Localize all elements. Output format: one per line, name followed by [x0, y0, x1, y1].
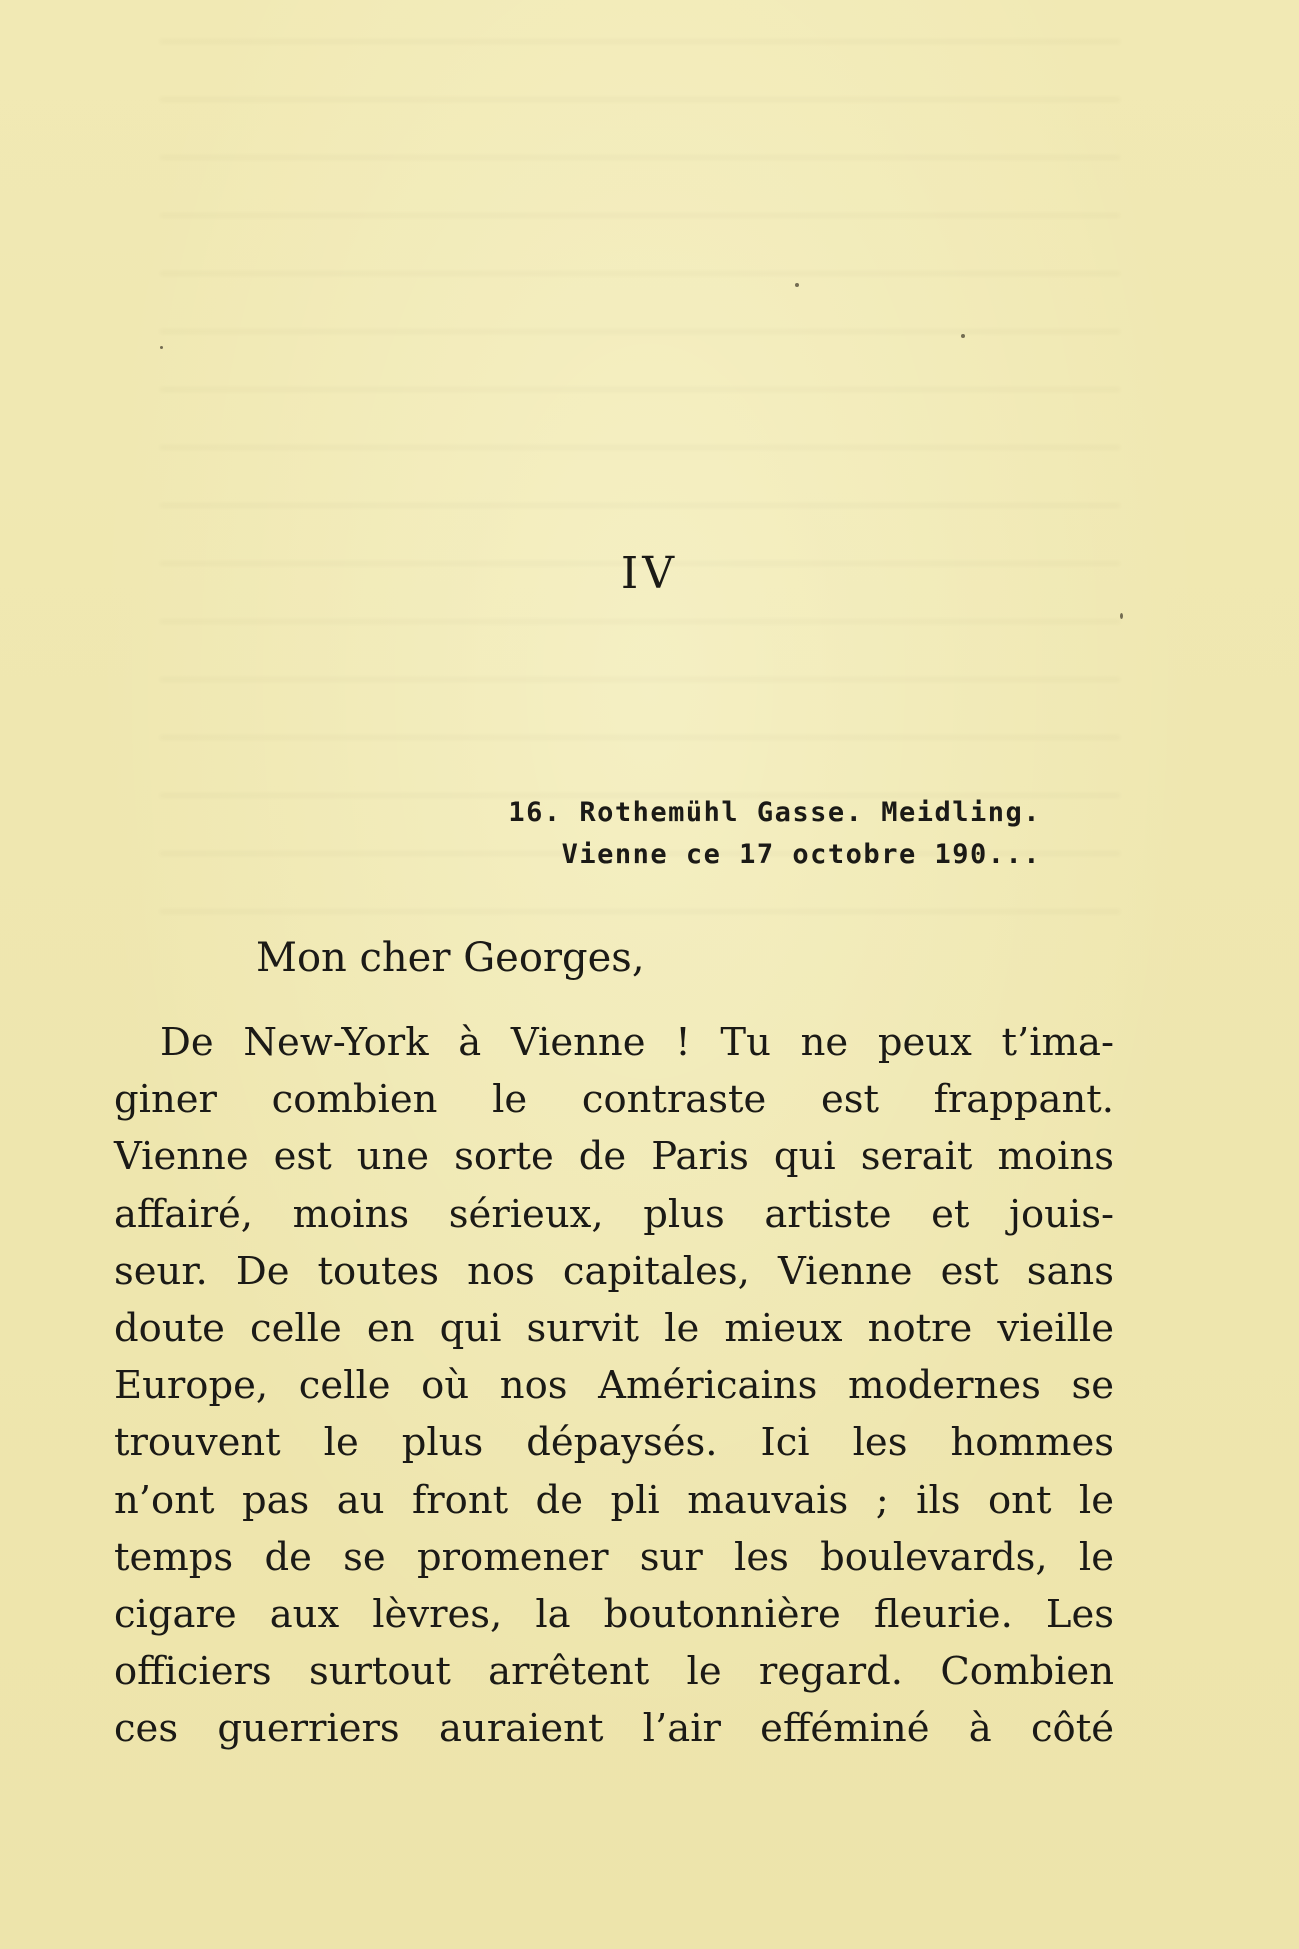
paper-speck: [160, 346, 163, 349]
text-line: Europe, celle où nos Américains modernes se: [114, 1363, 1114, 1409]
letter-body: [114, 1014, 1114, 1757]
text-line: giner combien le contraste est frappant.: [114, 1077, 1114, 1123]
chapter-number: IV: [620, 548, 679, 599]
paper-speck: [1120, 613, 1123, 619]
letter-salutation: Mon cher Georges,: [256, 935, 645, 981]
text-line: cigare aux lèvres, la boutonnière fleurie. Les: [114, 1591, 1114, 1637]
text-line: temps de se promener sur les boulevards, le: [114, 1534, 1114, 1580]
text-line: officiers surtout arrêtent le regard. Combien: [114, 1649, 1114, 1695]
text-line: ces guerriers auraient l’air efféminé à côté: [114, 1706, 1114, 1752]
paper-speck: [961, 334, 965, 338]
text-line: trouvent le plus dépaysés. Ici les hommes: [114, 1420, 1114, 1466]
dateline-address: 16. Rothemühl Gasse. Meidling.: [508, 797, 1041, 828]
text-line: De New-York à Vienne ! Tu ne peux t’ima-: [160, 1020, 1114, 1065]
paper-speck: [795, 283, 799, 287]
text-line: affairé, moins sérieux, plus artiste et jouis-: [114, 1191, 1114, 1237]
letter-dateline: [508, 792, 1041, 876]
text-line: n’ont pas au front de pli mauvais ; ils ont le: [114, 1477, 1114, 1523]
text-line: Vienne est une sorte de Paris qui serait moins: [114, 1134, 1114, 1180]
text-line: seur. De toutes nos capitales, Vienne est sans: [114, 1248, 1114, 1294]
dateline-date: Vienne ce 17 octobre 190...: [561, 839, 1041, 870]
text-line: doute celle en qui survit le mieux notre vieille: [114, 1305, 1114, 1351]
